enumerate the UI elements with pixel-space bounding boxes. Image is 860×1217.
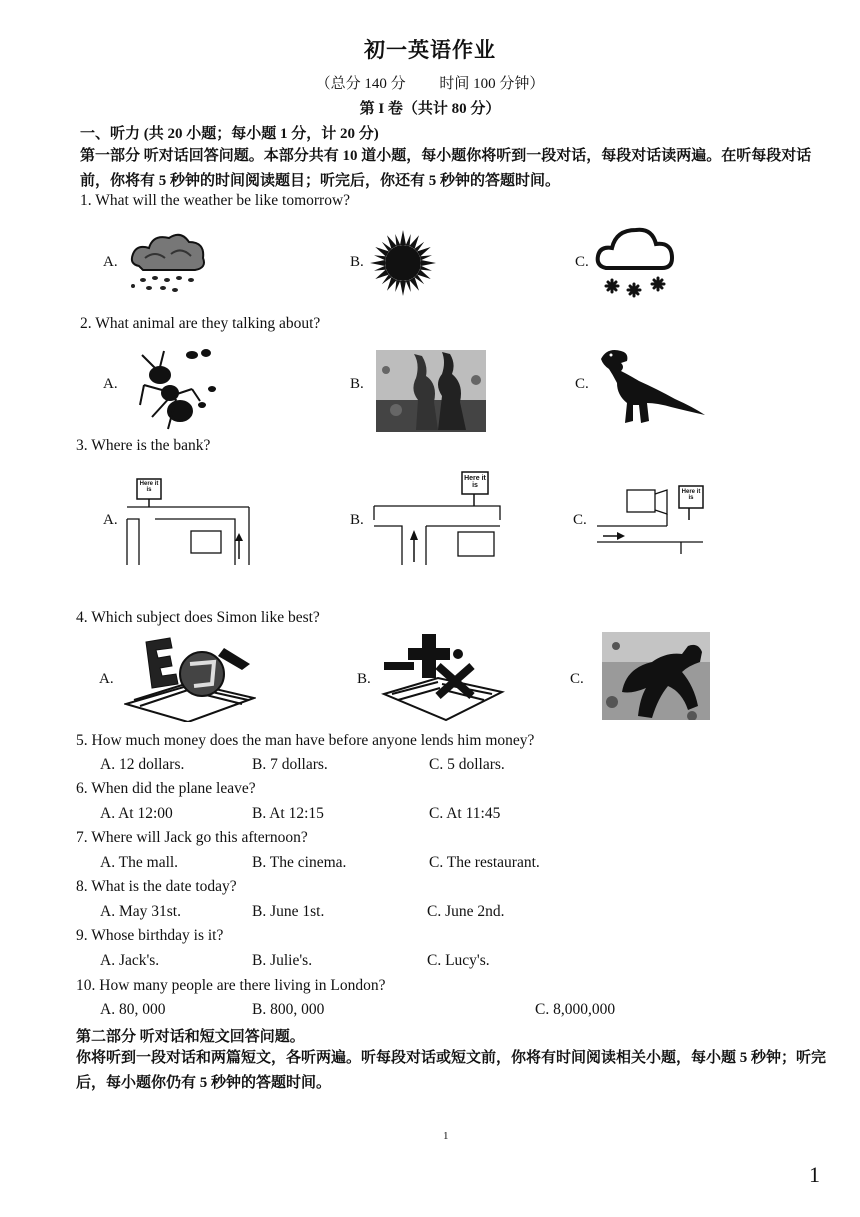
math-book-icon <box>380 632 505 722</box>
q9-option-b: B. Julie's. <box>252 952 313 969</box>
q2-option-a: A. <box>103 376 118 392</box>
q10-option-c: C. 8,000,000 <box>535 1001 616 1018</box>
cloud-snow-icon <box>594 224 676 300</box>
q7-option-c: C. The restaurant. <box>429 854 540 871</box>
part2-instructions: 你将听到一段对话和两篇短文，各听两遍。听每段对话或短文前，你将有时间阅读相关小题，每小题 5 秒钟；听完后，每小题你仍有 5 秒钟的答题时间。 <box>76 1050 827 1091</box>
question-5: 5. How much money does the man have before anyone lends him money? <box>76 732 535 749</box>
exam-meta: （总分 140 分 时间 100 分钟） <box>315 76 545 92</box>
q3-option-b: B. <box>350 512 364 528</box>
sign-label: Here it is <box>139 481 159 493</box>
question-8: 8. What is the date today? <box>76 878 237 895</box>
map-c-icon <box>595 480 710 555</box>
question-6: 6. When did the plane leave? <box>76 780 256 797</box>
corner-page-number: 1 <box>809 1162 820 1187</box>
question-10: 10. How many people are there living in London? <box>76 977 386 994</box>
q8-option-c: C. June 2nd. <box>427 903 505 920</box>
map-b-icon <box>370 470 505 565</box>
q5-option-b: B. 7 dollars. <box>252 756 328 773</box>
question-2: 2. What animal are they talking about? <box>80 315 321 332</box>
q1-option-c: C. <box>575 254 589 270</box>
section-heading: 一、听力 (共 20 小题；每小题 1 分，计 20 分) <box>80 126 379 142</box>
sign-label: Here it is <box>464 475 486 489</box>
q2-option-c: C. <box>575 376 589 392</box>
question-1: 1. What will the weather be like tomorrow? <box>80 192 351 209</box>
dinosaur-icon <box>595 345 707 425</box>
kangaroo-icon <box>376 350 486 432</box>
q3-option-c: C. <box>573 512 587 528</box>
q9-option-c: C. Lucy's. <box>427 952 490 969</box>
question-3: 3. Where is the bank? <box>76 437 211 454</box>
q7-option-b: B. The cinema. <box>252 854 347 871</box>
q5-option-a: A. 12 dollars. <box>100 756 185 773</box>
q6-option-c: C. At 11:45 <box>429 805 501 822</box>
q7-option-a: A. The mall. <box>100 854 179 871</box>
q8-option-b: B. June 1st. <box>252 903 325 920</box>
q1-option-b: B. <box>350 254 364 270</box>
question-9: 9. Whose birthday is it? <box>76 927 224 944</box>
page-title: 初一英语作业 <box>364 38 496 62</box>
english-book-icon <box>124 634 256 722</box>
question-7: 7. Where will Jack go this afternoon? <box>76 829 308 846</box>
q4-option-a: A. <box>99 671 114 687</box>
q2-option-b: B. <box>350 376 364 392</box>
q4-option-c: C. <box>570 671 584 687</box>
part2-heading: 第二部分 听对话和短文回答问题。 <box>76 1029 305 1045</box>
cloud-rain-icon <box>125 228 210 296</box>
sun-icon <box>368 228 438 298</box>
q4-option-b: B. <box>357 671 371 687</box>
sign-label: Here it is <box>681 489 701 501</box>
q9-option-a: A. Jack's. <box>100 952 160 969</box>
question-4: 4. Which subject does Simon like best? <box>76 609 320 626</box>
q6-option-b: B. At 12:15 <box>252 805 324 822</box>
q8-option-a: A. May 31st. <box>100 903 181 920</box>
ant-icon <box>130 345 225 430</box>
volume-label: 第 I 卷（共计 80 分） <box>359 101 501 117</box>
q5-option-c: C. 5 dollars. <box>429 756 505 773</box>
q10-option-a: A. 80, 000 <box>100 1001 166 1018</box>
q6-option-a: A. At 12:00 <box>100 805 173 822</box>
q1-option-a: A. <box>103 254 118 270</box>
sports-photo-icon <box>602 632 710 720</box>
map-a-icon <box>125 475 255 565</box>
page-number: 1 <box>443 1130 449 1142</box>
q3-option-a: A. <box>103 512 118 528</box>
part1-instructions: 第一部分 听对话回答问题。本部分共有 10 道小题，每小题你将听到一段对话，每段对话读两遍。在听每段对话前，你将有 5 秒钟的时间阅读题目；听完后，你还有 5 秒钟的答题时间。 <box>80 148 812 189</box>
q10-option-b: B. 800, 000 <box>252 1001 325 1018</box>
